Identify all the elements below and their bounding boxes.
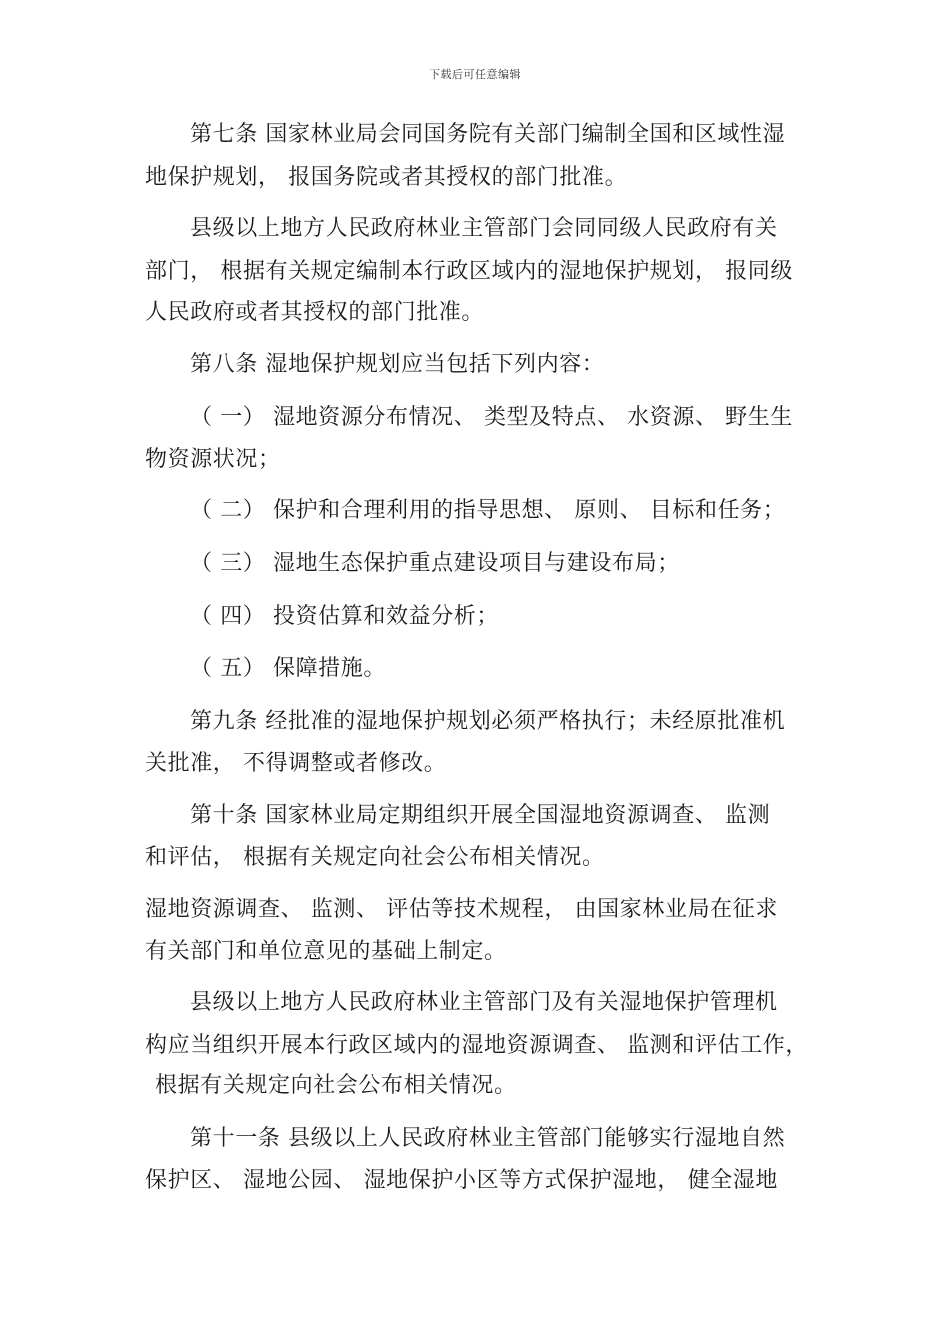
text-line: （ 一） 湿地资源分布情况、 类型及特点、 水资源、 野生生 [190,405,793,430]
text-line: 第八条 湿地保护规划应当包括下列内容： [190,352,605,377]
text-line: 第十条 国家林业局定期组织开展全国湿地资源调查、 监测 [190,803,771,828]
header-note: 下载后可任意编辑 [429,68,521,81]
text-line: （ 二） 保护和合理利用的指导思想、 原则、 目标和任务； [190,498,786,523]
text-line: 构应当组织开展本行政区域内的湿地资源调查、 监测和评估工作， [145,1033,808,1058]
text-line: 县级以上地方人民政府林业主管部门及有关湿地保护管理机 [190,990,778,1015]
text-line: 湿地资源调查、 监测、 评估等技术规程， 由国家林业局在征求 [145,897,778,922]
text-line: 保护区、 湿地公园、 湿地保护小区等方式保护湿地， 健全湿地 [145,1168,778,1193]
text-line: （ 五） 保障措施。 [190,656,386,681]
text-line: 人民政府或者其授权的部门批准。 [145,300,485,325]
text-line: 物资源状况； [145,447,281,472]
text-line: 根据有关规定向社会公布相关情况。 [155,1073,517,1098]
text-line: 和评估， 根据有关规定向社会公布相关情况。 [145,845,605,870]
text-line: （ 三） 湿地生态保护重点建设项目与建设布局； [190,551,680,576]
text-line: 第七条 国家林业局会同国务院有关部门编制全国和区域性湿 [190,122,786,147]
text-line: 关批准， 不得调整或者修改。 [145,751,447,776]
text-line: 地保护规划， 报国务院或者其授权的部门批准。 [145,165,628,190]
text-line: 第十一条 县级以上人民政府林业主管部门能够实行湿地自然 [190,1126,786,1151]
text-line: 有关部门和单位意见的基础上制定。 [145,939,507,964]
text-line: 部门， 根据有关规定编制本行政区域内的湿地保护规划， 报同级 [145,259,793,284]
text-line: 县级以上地方人民政府林业主管部门会同同级人民政府有关 [190,216,778,241]
text-line: 第九条 经批准的湿地保护规划必须严格执行；未经原批准机 [190,709,786,734]
text-line: （ 四） 投资估算和效益分析； [190,604,499,629]
